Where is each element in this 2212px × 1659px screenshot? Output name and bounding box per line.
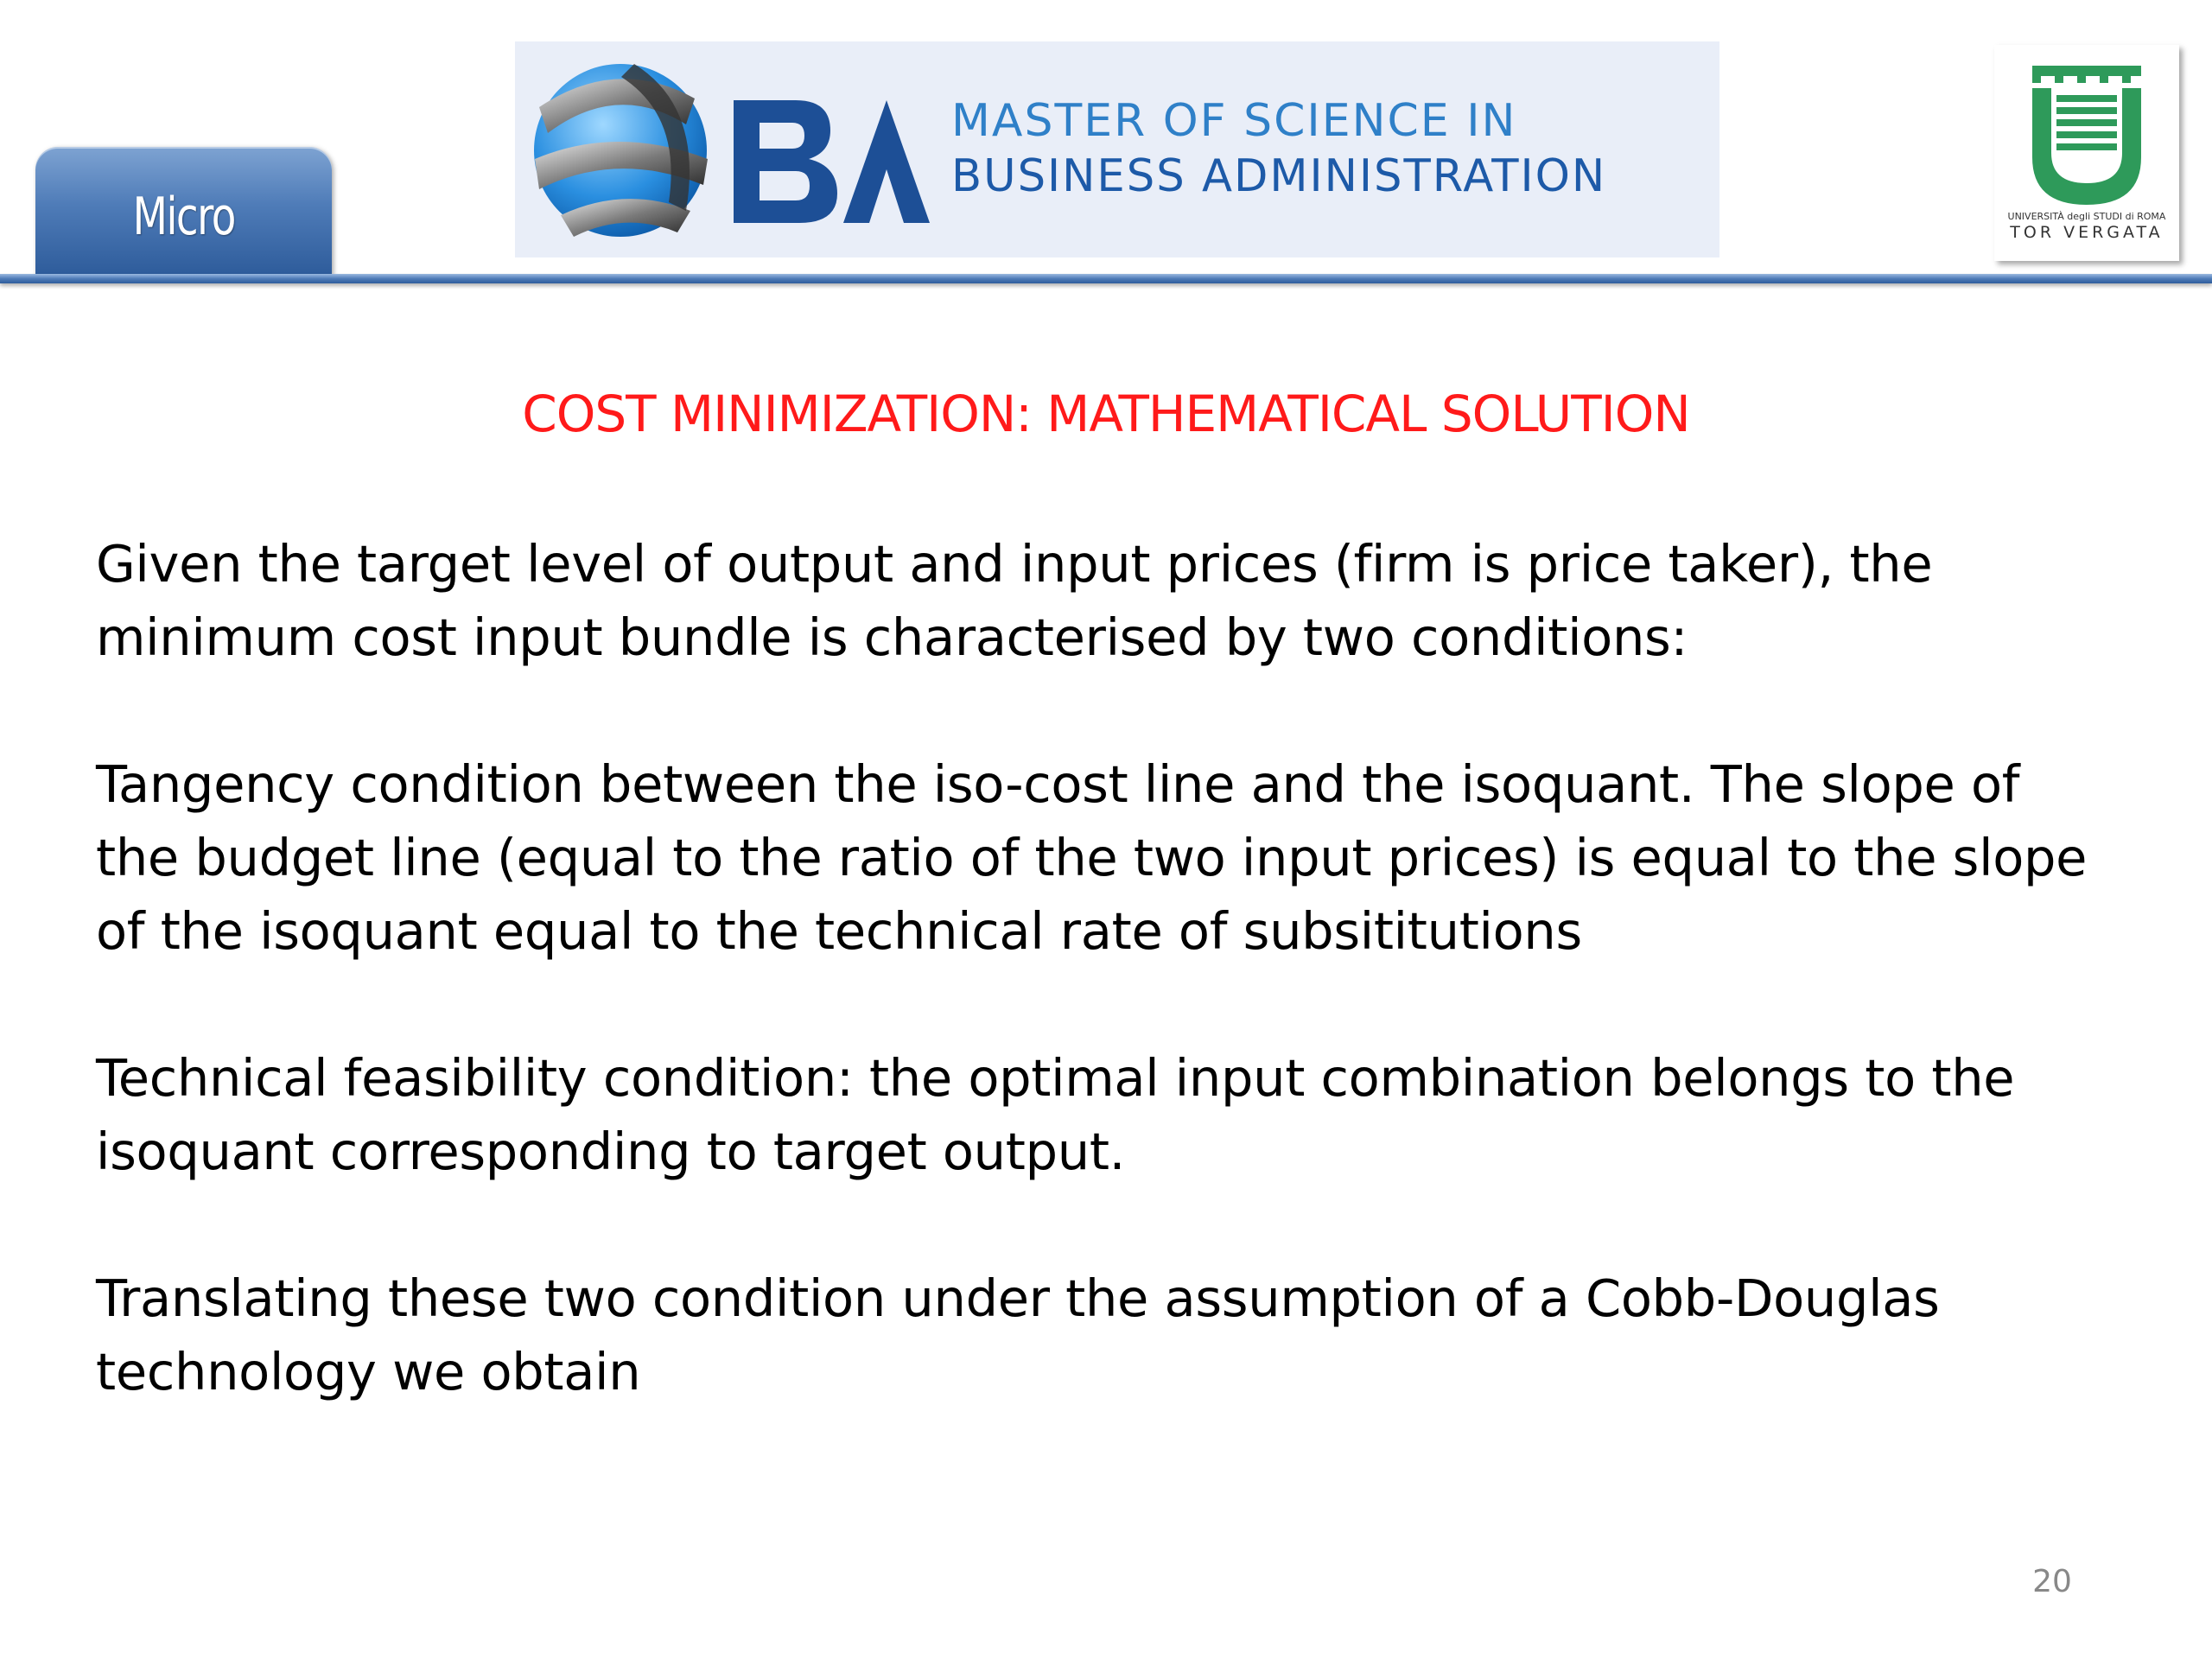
banner-line-2: BUSINESS ADMINISTRATION [951,150,1607,202]
slide-title: COST MINIMIZATION: MATHEMATICAL SOLUTION [522,385,1690,443]
paragraph-feasibility: Technical feasibility condition: the optimal input combination belongs to the isoquant corresponding to target output. [96,1048,2015,1181]
page-number: 20 [2032,1564,2072,1599]
program-banner [515,41,1719,257]
slide-body [96,527,2135,1482]
paragraph-intro: Given the target level of output and input prices (firm is price taker), the minimum cost input bundle is characterised by two conditions: [96,534,1933,667]
section-tab [35,147,332,275]
university-crest-icon [2029,62,2145,209]
crest-name: TOR VERGATA [2010,223,2164,242]
globe-logo-icon [522,47,719,251]
paragraph-tangency: Tangency condition between the iso-cost line and the isoquant. The slope of the budget line (equal to the ratio of the two input prices) is equal to the slope of the isoquant equal to the technical rate of subsititutions [96,754,2088,961]
crest-caption: UNIVERSITÀ degli STUDI di ROMA [2007,211,2166,222]
paragraph-cobb-douglas: Translating these two condition under the assumption of a Cobb-Douglas technology we obtain [96,1268,1940,1402]
banner-line-1: MASTER OF SCIENCE IN [951,95,1517,147]
ba-monogram-icon [727,92,943,230]
university-crest [1994,45,2179,261]
section-tab-label: Micro [132,187,235,247]
header-rule [0,274,2212,283]
